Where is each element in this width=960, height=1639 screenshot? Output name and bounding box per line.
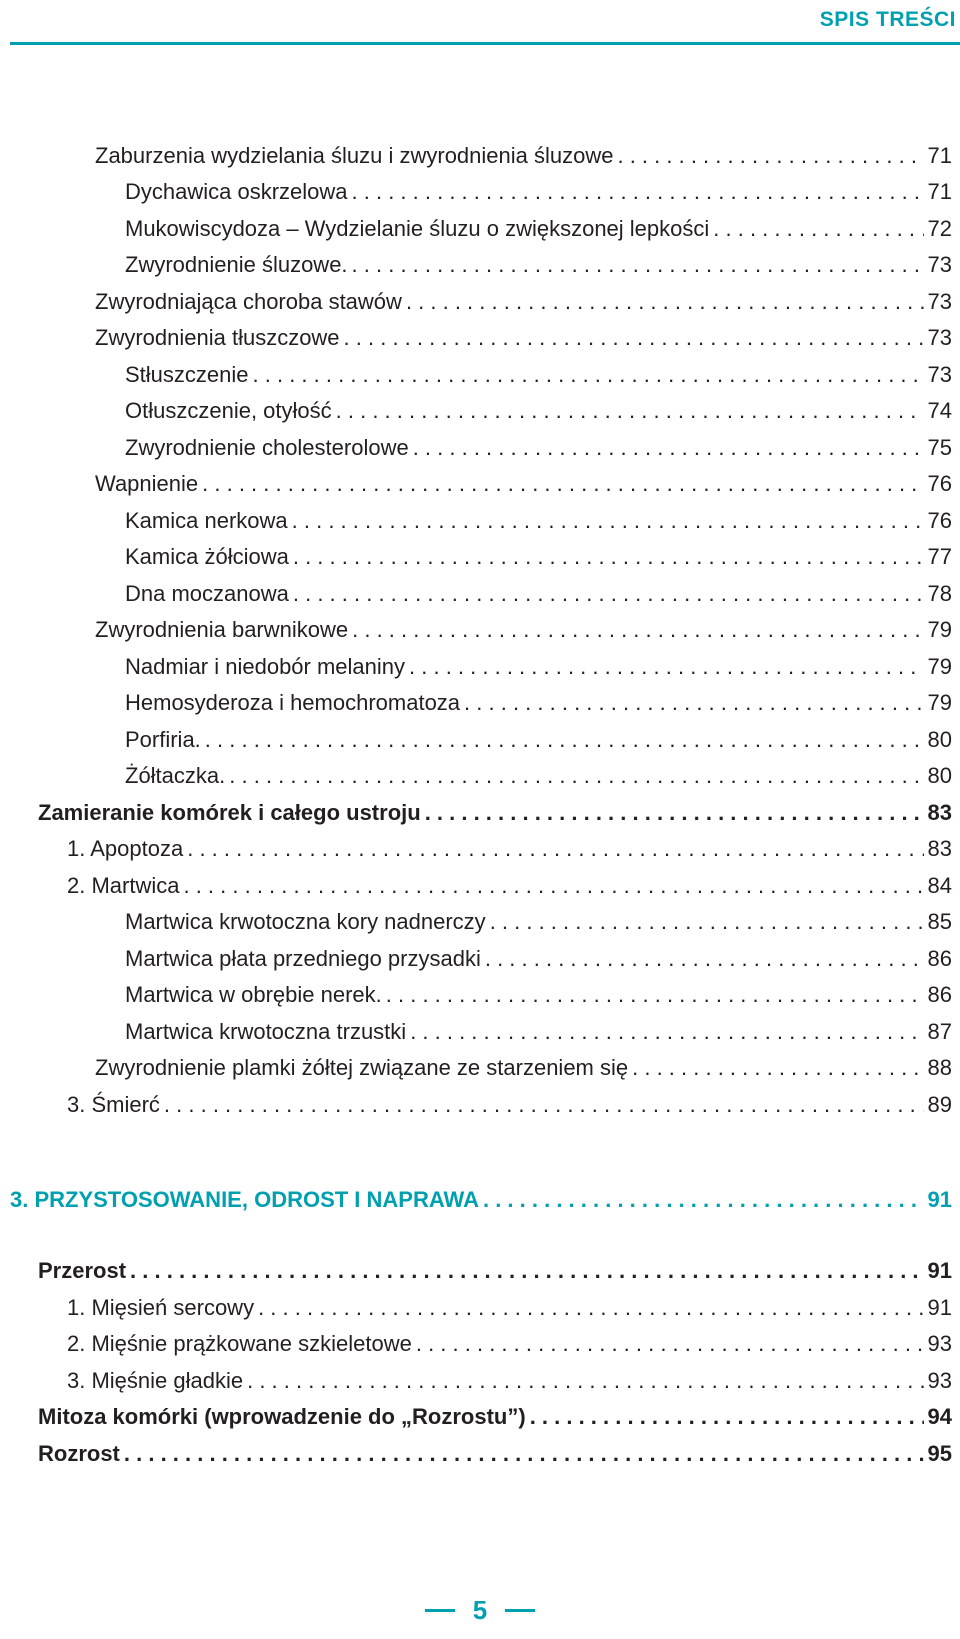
toc-entry-title: Stłuszczenie — [125, 362, 249, 387]
toc-entry-page: 73 — [927, 362, 952, 387]
dot-leader — [124, 1436, 924, 1472]
toc-entry-page: 85 — [927, 909, 952, 934]
dot-leader — [425, 795, 924, 831]
toc-entry-title: Dna moczanowa — [125, 581, 289, 606]
toc-entry[interactable] — [125, 758, 952, 794]
toc-entry[interactable] — [95, 1050, 952, 1086]
toc-entry[interactable] — [125, 1014, 952, 1050]
toc-entry[interactable] — [95, 612, 952, 648]
toc-entry-title: Zamieranie komórek i całego ustroju — [38, 800, 421, 825]
dot-leader — [205, 722, 924, 758]
toc-entry-page: 95 — [927, 1441, 952, 1466]
dot-leader — [336, 393, 924, 429]
footer-dash-right — [505, 1609, 535, 1612]
toc-entry-title: 2. Martwica — [67, 873, 180, 898]
toc-entry-page: 83 — [927, 836, 952, 861]
toc-entry[interactable] — [67, 1326, 952, 1362]
toc-entry-title: Przerost — [38, 1258, 127, 1283]
toc-entry-page: 79 — [927, 654, 952, 679]
toc-entry[interactable] — [125, 503, 952, 539]
toc-entry[interactable] — [67, 868, 952, 904]
toc-entry-title: Martwica krwotoczna kory nadnerczy — [125, 909, 486, 934]
toc-entry-page: 77 — [927, 544, 952, 569]
toc-entry[interactable] — [67, 1087, 952, 1123]
toc-entry-title: Mukowiscydoza – Wydzielanie śluzu o zwiększonej lepkości — [125, 216, 710, 241]
toc-entry-title: Zwyrodniająca choroba stawów — [95, 289, 402, 314]
toc-entry[interactable] — [95, 320, 952, 356]
toc-entry-title: Zaburzenia wydzielania śluzu i zwyrodnienia śluzowe — [95, 143, 614, 168]
toc-entry-title: Zwyrodnienia barwnikowe — [95, 617, 349, 642]
dot-leader — [258, 1290, 923, 1326]
dot-leader — [292, 503, 924, 539]
toc-entry[interactable] — [95, 138, 952, 174]
toc-entry[interactable] — [125, 685, 952, 721]
toc-entry-page: 73 — [927, 325, 952, 350]
toc-entry-title: 1. Mięsień sercowy — [67, 1295, 255, 1320]
toc-entry-page: 74 — [927, 398, 952, 423]
dot-leader — [485, 941, 924, 977]
dot-leader — [293, 539, 924, 575]
toc-entry-title: Zwyrodnienie plamki żółtej związane ze starzeniem się — [95, 1055, 629, 1080]
toc-entry[interactable] — [125, 576, 952, 612]
toc-entry-page: 72 — [927, 216, 952, 241]
toc-entry-title: 2. Mięśnie prążkowane szkieletowe — [67, 1331, 412, 1356]
toc-entry[interactable] — [125, 722, 952, 758]
toc-entry[interactable] — [125, 649, 952, 685]
dot-leader — [416, 1326, 924, 1362]
toc-entry-page: 73 — [927, 289, 952, 314]
dot-leader — [490, 904, 924, 940]
dot-leader — [410, 1014, 923, 1050]
toc-entry-title: Żółtaczka. — [125, 763, 226, 788]
toc-entry-page: 83 — [927, 800, 952, 825]
dot-leader — [464, 685, 923, 721]
toc-entry-title: Hemosyderoza i hemochromatoza — [125, 690, 461, 715]
toc-entry-title: 3. Mięśnie gładkie — [67, 1368, 244, 1393]
page-number: 5 — [472, 1594, 488, 1625]
toc-section-entry[interactable] — [38, 795, 952, 831]
toc-entry-title: Kamica nerkowa — [125, 508, 288, 533]
dot-leader — [352, 174, 924, 210]
toc-entry-page: 86 — [927, 982, 952, 1007]
toc-section-entry[interactable] — [38, 1436, 952, 1472]
toc-entry[interactable] — [67, 831, 952, 867]
toc-entry[interactable] — [125, 941, 952, 977]
toc-entry-page: 79 — [927, 617, 952, 642]
dot-leader — [293, 576, 924, 612]
toc-entry-page: 87 — [927, 1019, 952, 1044]
toc-entry[interactable] — [125, 211, 952, 247]
toc-entry-title: Zwyrodnienie śluzowe. — [125, 252, 348, 277]
footer-dash-left — [425, 1609, 455, 1612]
toc-entry-page: 76 — [927, 471, 952, 496]
toc-entry[interactable] — [125, 357, 952, 393]
toc-entry-page: 71 — [927, 179, 952, 204]
toc-entry-page: 71 — [927, 143, 952, 168]
running-header-title: SPIS TREŚCI — [819, 8, 956, 31]
toc-entry-page: 80 — [927, 763, 952, 788]
toc-entry-page: 91 — [927, 1187, 952, 1212]
toc-entry-title: Kamica żółciowa — [125, 544, 289, 569]
toc-entry-page: 80 — [927, 727, 952, 752]
dot-leader — [183, 868, 923, 904]
toc-entry-title: Dychawica oskrzelowa — [125, 179, 348, 204]
dot-leader — [253, 357, 924, 393]
toc-entry-title: Porfiria. — [125, 727, 201, 752]
dot-leader — [713, 211, 923, 247]
dot-leader — [344, 320, 924, 356]
toc-entry[interactable] — [125, 247, 952, 283]
dot-leader — [632, 1050, 923, 1086]
toc-entry-title: Mitoza komórki (wprowadzenie do „Rozrostu”) — [38, 1404, 526, 1429]
dot-leader — [187, 831, 923, 867]
toc-entry-title: Martwica krwotoczna trzustki — [125, 1019, 407, 1044]
toc-entry-title: Wapnienie — [95, 471, 199, 496]
toc-chapter-entry[interactable] — [10, 1182, 952, 1218]
dot-leader — [483, 1182, 924, 1218]
dot-leader — [386, 977, 924, 1013]
dot-leader — [530, 1399, 924, 1435]
dot-leader — [229, 758, 923, 794]
page-footer — [0, 1590, 960, 1630]
dot-leader — [130, 1253, 923, 1289]
toc-section-entry[interactable] — [38, 1399, 952, 1435]
dot-leader — [247, 1363, 923, 1399]
toc-entry[interactable] — [125, 977, 952, 1013]
toc-entry-page: 89 — [927, 1092, 952, 1117]
toc-entry-title: Nadmiar i niedobór melaniny — [125, 654, 406, 679]
toc-entry-page: 93 — [927, 1331, 952, 1356]
toc-entry-title: 3. PRZYSTOSOWANIE, ODROST I NAPRAWA — [10, 1187, 479, 1212]
toc-entry[interactable] — [95, 284, 952, 320]
dot-leader — [617, 138, 923, 174]
header-rule — [10, 42, 960, 45]
dot-leader — [406, 284, 924, 320]
toc-entry-page: 86 — [927, 946, 952, 971]
toc-entry-page: 84 — [927, 873, 952, 898]
toc-entry[interactable] — [125, 539, 952, 575]
toc-entry-title: Martwica w obrębie nerek. — [125, 982, 382, 1007]
dot-leader — [352, 612, 923, 648]
toc-entry-title: Zwyrodnienie cholesterolowe — [125, 435, 409, 460]
toc-entry[interactable] — [125, 393, 952, 429]
toc-entry[interactable] — [125, 430, 952, 466]
dot-leader — [164, 1087, 924, 1123]
toc-entry-page: 88 — [927, 1055, 952, 1080]
toc-entry-page: 94 — [927, 1404, 952, 1429]
toc-entry[interactable] — [125, 904, 952, 940]
toc-entry-page: 78 — [927, 581, 952, 606]
toc-entry-title: 3. Śmierć — [67, 1092, 160, 1117]
toc-entry[interactable] — [67, 1290, 952, 1326]
toc-entry-page: 73 — [927, 252, 952, 277]
dot-leader — [413, 430, 924, 466]
dot-leader — [352, 247, 924, 283]
toc-entry-title: 1. Apoptoza — [67, 836, 184, 861]
page-header — [0, 0, 960, 52]
toc-section-entry[interactable] — [38, 1253, 952, 1289]
toc-entry-title: Zwyrodnienia tłuszczowe — [95, 325, 340, 350]
toc-entry-page: 79 — [927, 690, 952, 715]
dot-leader — [202, 466, 923, 502]
toc-entry[interactable] — [67, 1363, 952, 1399]
toc-entry-title: Rozrost — [38, 1441, 120, 1466]
dot-leader — [409, 649, 923, 685]
toc-entry-page: 91 — [927, 1258, 952, 1283]
toc-entry-page: 93 — [927, 1368, 952, 1393]
toc-entry-title: Martwica płata przedniego przysadki — [125, 946, 481, 971]
toc-entry-page: 76 — [927, 508, 952, 533]
toc-entry[interactable] — [125, 174, 952, 210]
toc-entry-title: Otłuszczenie, otyłość — [125, 398, 332, 423]
toc-entry-page: 75 — [927, 435, 952, 460]
toc-entry-page: 91 — [927, 1295, 952, 1320]
toc-entry[interactable] — [95, 466, 952, 502]
